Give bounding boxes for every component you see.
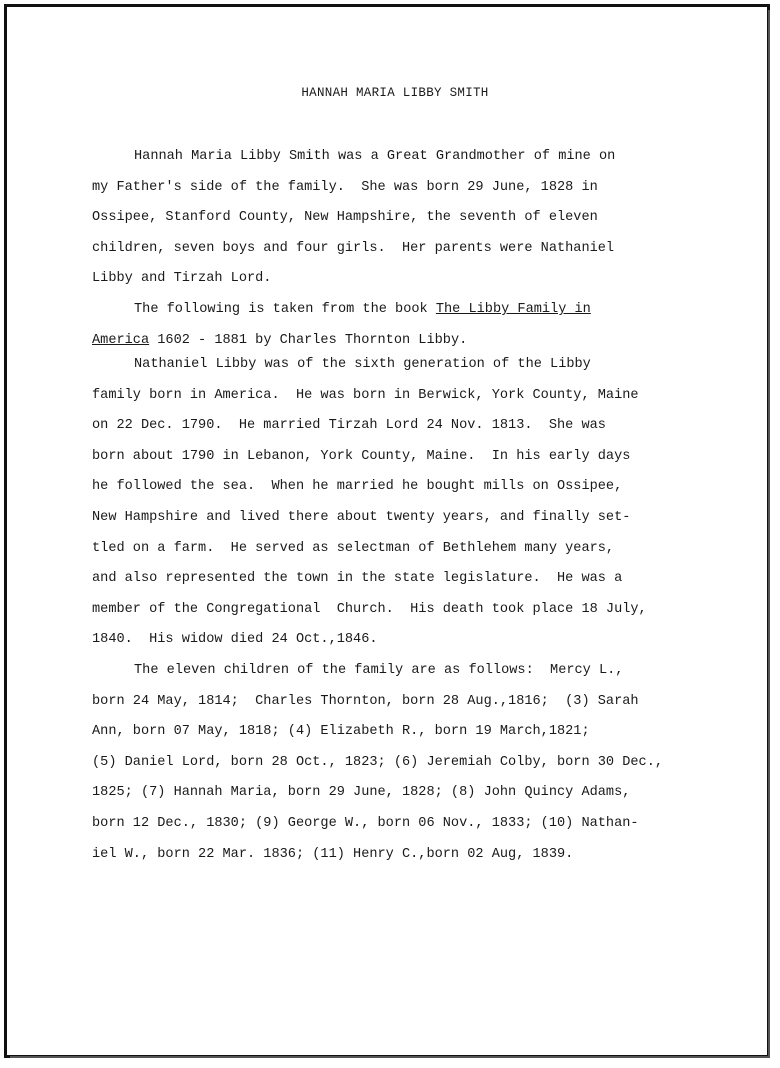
book-title: America	[92, 332, 150, 348]
text-line: Nathaniel Libby was of the sixth generation of the Libby	[134, 357, 591, 372]
paragraph-3	[92, 350, 712, 656]
text-line: 1825; (7) Hannah Maria, born 29 June, 1828; (8) John Quincy Adams,	[92, 785, 631, 801]
document-title: HANNAH MARIA LIBBY SMITH	[301, 86, 489, 100]
text-line: children, seven boys and four girls. Her parents were Nathaniel	[92, 240, 615, 256]
text-line: on 22 Dec. 1790. He married Tirzah Lord 24 Nov. 1813. She was	[92, 418, 606, 434]
text-line: family born in America. He was born in Berwick, York County, Maine	[92, 387, 639, 403]
text-line	[92, 295, 712, 326]
text-line: Libby and Tirzah Lord.	[92, 271, 272, 287]
text-line: Hannah Maria Libby Smith was a Great Grandmother of mine on	[134, 149, 616, 164]
text-line: Ann, born 07 May, 1818; (4) Elizabeth R., born 19 March,1821;	[92, 724, 590, 740]
text-segment: 1602 - 1881 by Charles Thornton Libby.	[149, 332, 468, 348]
paragraph-2	[92, 295, 712, 356]
text-line: The eleven children of the family are as follows: Mercy L.,	[134, 663, 624, 678]
text-line: (5) Daniel Lord, born 28 Oct., 1823; (6) Jeremiah Colby, born 30 Dec.,	[92, 754, 664, 770]
text-line: my Father's side of the family. She was born 29 June, 1828 in	[92, 179, 598, 195]
text-line: tled on a farm. He served as selectman of Bethlehem many years,	[92, 540, 615, 556]
text-line: 1840. His widow died 24 Oct.,1846.	[92, 632, 378, 648]
book-title: The Libby Family in	[435, 302, 591, 317]
text-line: iel W., born 22 Mar. 1836; (11) Henry C.,born 02 Aug, 1839.	[92, 846, 574, 862]
text-line: Ossipee, Stanford County, New Hampshire, the seventh of eleven	[92, 210, 598, 226]
text-line: New Hampshire and lived there about twenty years, and finally set-	[92, 509, 631, 525]
text-line: and also represented the town in the state legislature. He was a	[92, 571, 623, 587]
text-line: member of the Congregational Church. His death took place 18 July,	[92, 601, 647, 617]
text-line: born 24 May, 1814; Charles Thornton, born 28 Aug.,1816; (3) Sarah	[92, 693, 639, 709]
paragraph-4	[92, 656, 712, 870]
text-line: he followed the sea. When he married he bought mills on Ossipee,	[92, 479, 623, 495]
text-segment: The following is taken from the book	[134, 302, 436, 317]
text-line: born 12 Dec., 1830; (9) George W., born 06 Nov., 1833; (10) Nathan-	[92, 815, 639, 831]
paragraph-1	[92, 142, 712, 295]
text-line: born about 1790 in Lebanon, York County, Maine. In his early days	[92, 448, 631, 464]
